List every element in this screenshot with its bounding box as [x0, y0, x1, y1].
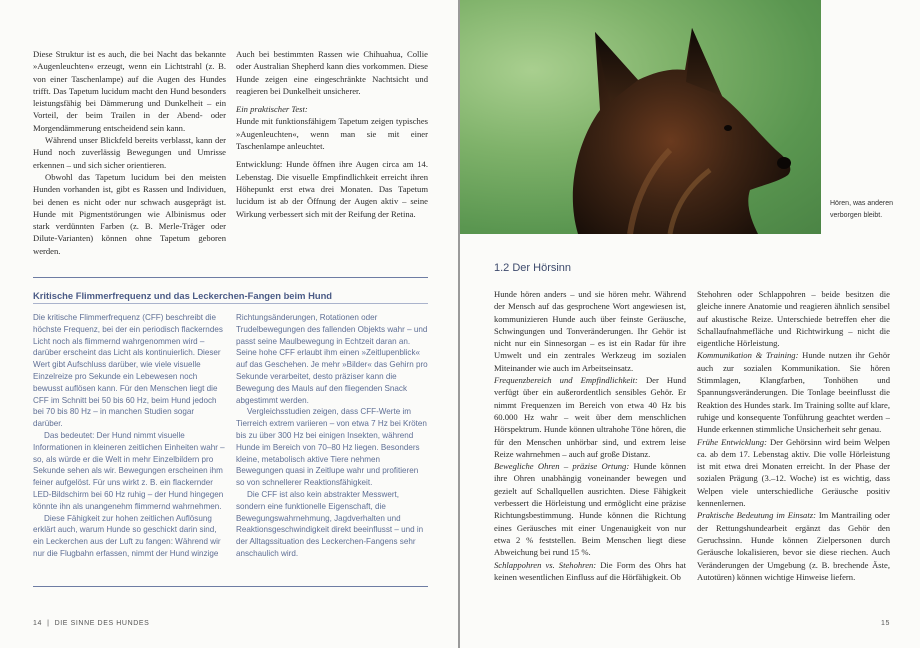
freq-label: Frequenzbereich und Empfindlichkeit: [494, 375, 638, 386]
page-footer-left: 14 | DIE SINNE DES HUNDES [33, 620, 150, 627]
paragraph: Richtungsänderungen, Rotationen oder Trudelbewegungen des fallenden Objekts wahr – und passt seine Maulbewegung in Echtzeit daran an. Seine hohe CFF erlaubt ihm einen »Zeitlupenblick« auf das Geschehen. Je mehr »Bilder« das Gehirn pro Sekunde verarbeitet, desto präziser kann die Bewegung des Mauls auf den fliegenden Snack abgestimmt werden. [236, 313, 428, 405]
page-footer-right: 15 [881, 620, 890, 627]
paragraph: Stehohren oder Schlappohren – beide besitzen die gleiche innere Anatomie und reagieren ähnlich sensibel auf akustische Reize. Unterschiede betreffen eher die Schallaufnahmefläche und Richtwirkung – nicht die eigentliche Hörleistung. [697, 289, 890, 349]
left-page [0, 0, 458, 648]
comm-text: Hunde nutzen ihr Gehör auch zur sozialen Kommunikation. Sie hören Stimmlagen, Klangfarben, Tonhöhen und Spannungsveränderungen. Die Tonlage beeinflusst die Reaktion des Hundes stark. Im Training sollte auf klare, ruhige und konsequente Tonführung geachtet werden – Hunde erkennen stimmliche Unsicherheit sehr genau. [697, 350, 890, 435]
paragraph: Entwicklung: Hunde öffnen ihre Augen circa am 14. Lebenstag. Die visuelle Empfindlichkeit erreicht ihren Höhepunkt erst etwa drei Monaten. Das Tapetum lucidum ist ab der Öffnung der Augen aktiv – seine Wirkung verbessert sich mit der Reifung der Retina. [236, 159, 428, 219]
dev-label: Frühe Entwicklung: [697, 436, 767, 447]
paragraph: Hunde mit funktionsfähigem Tapetum zeigen typisches »Augenleuchten«, wenn man sie mit einer Taschenlampe anleuchtet. [236, 116, 428, 152]
right-text-column-2 [697, 288, 890, 608]
right-text-column-1 [494, 288, 686, 608]
paragraph: Diese Fähigkeit zur hohen zeitlichen Auflösung erklärt auch, warum Hunde so geschickt darin sind, ein Leckerchen aus der Luft zu fangen: Während wir nur die Flugbahn erfassen, nimmt der Hund winzige [33, 513, 221, 558]
paragraph: Vergleichsstudien zeigen, dass CFF-Werte im Tierreich extrem variieren – von etwa 7 Hz bei Kröten bis zu über 300 Hz bei einigen Insekten, während Hunde im Bereich von 70–80 Hz liegen. Besonders kleine, metabolisch aktive Tiere nehmen Bewegungen quasi in Zeitlupe wahr und profitieren so von schnellerer Reaktionsfähigkeit. [236, 407, 427, 488]
photo-caption: Hören, was anderen verborgen bleibt. [830, 200, 894, 219]
box-title: Kritische Flimmerfrequenz und das Leckerchen-Fangen beim Hund [33, 290, 333, 301]
dog-head-photo [460, 0, 821, 234]
box-text-column-1 [33, 312, 225, 582]
test-label: Ein praktischer Test: [236, 104, 308, 115]
box-bottom-rule [33, 586, 428, 587]
paragraph: Auch bei bestimmten Rassen wie Chihuahua, Collie oder Australian Shepherd kann dies vorkommen. Diese Hunde zeigen eine eingeschränkte Nachtsicht und reagieren bei Dunkelheit unsicherer. [236, 49, 428, 96]
ears-text: Hunde können ihre Ohren unabhängig voneinander bewegen und gezielt auf Schallquellen ausrichten. Diese Fähigkeit verbessert die Hörleistung und ermöglicht eine präzise Richtungsbestimmung. Hunde können die Richtung eines Geräusches mit einer Ungenauigkeit von nur etwa 2 % feststellen. Beim Menschen liegt diese Abweichung bei rund 15 %. [494, 461, 686, 558]
section-title: 1.2 Der Hörsinn [494, 262, 572, 274]
paragraph: Diese Struktur ist es auch, die bei Nacht das bekannte »Augenleuchten« erzeugt, wenn ein Lichtstrahl (z. B. von einer Taschenlampe) auf die Augen des Hundes trifft. Das Tapetum lucidum macht den Hund besonders leistungsfähig bei Dämmerung und Dunkelheit – ein Vorteil, der beim Trailen in der Abend- oder Morgendämmerung entscheidend sein kann. [33, 49, 226, 133]
paragraph: Hunde hören anders – und sie hören mehr. Während der Mensch auf das gesprochene Wort angewiesen ist, kommunizieren Hunde auch über feinste Geräusche, Schwingungen und Tonveränderungen. Ihr Gehör ist nicht nur ein Sinnesorgan – es ist ein Radar für ihre Umwelt und ein zentrales Werkzeug im sozialen Miteinander wie auch im Arbeitseinsatz. [494, 289, 686, 373]
paragraph: Die CFF ist also kein abstrakter Messwert, sondern eine funktionelle Eigenschaft, die Bewegungswahrnehmung, Jagdverhalten und Reaktionsgeschwindigkeit direkt beeinflusst – und in der Alltagssituation des Leckerchen-Fangens sehr anschaulich wird. [236, 489, 424, 558]
paragraph: Die kritische Flimmerfrequenz (CFF) beschreibt die höchste Frequenz, bei der ein periodisch flackerndes Licht noch als flimmernd wahrgenommen wird – darüber erscheint das Licht als kontinuierlich. Dieser Wert gibt Aufschluss darüber, wie viele visuelle Einzelreize pro Sekunde ein Lebewesen noch bewusst auflösen kann. Für den Menschen liegt die CFF im Schnitt bei 50 bis 60 Hz, beim Hund jedoch bei 70 bis 80 Hz – in manchen Studien sogar darüber. [33, 313, 223, 429]
dev-text: Der Gehörsinn wird beim Welpen ca. ab dem 17. Lebenstag aktiv. Die volle Hörleistung ist mit etwa drei Monaten erreicht. In der Phase der sozialen Prägung (3.–12. Woche) ist es wichtig, dass Welpen viele unterschiedliche Geräusche positiv kennenlernen. [697, 436, 890, 509]
box-title-rule [33, 303, 428, 304]
flap-text: Die Form des Ohrs hat keinen wesentlichen Einfluss auf die Hörfähigkeit. Ob [494, 559, 686, 582]
box-text-column-2 [236, 312, 428, 582]
ears-label: Bewegliche Ohren – präzise Ortung: [494, 461, 630, 472]
paragraph: Das bedeutet: Der Hund nimmt visuelle Informationen in kleineren zeitlichen Einheiten wahr – so, als würde er die Welt in mehr Einzelbildern pro Sekunde sehen als wir. Bewegungen erscheinen ihm feiner aufgelöst. Für uns wirkt z. B. ein flackernder LED-Bildschirm bei 60 Hz ruhig – der Hund hingegen könnte ihn als unangenehm flimmernd wahrnehmen. [33, 430, 225, 511]
right-page [460, 0, 920, 648]
prac-label: Praktische Bedeutung im Einsatz: [697, 510, 816, 521]
paragraph: Obwohl das Tapetum lucidum bei den meisten Hunden vorhanden ist, gibt es Rassen und Individuen, bei denen es nicht oder nur schwach ausgeprägt ist. Hunde mit Pigmentstörungen wie Albinismus oder stark verdünnten Farben (z. B. Merle-Träger oder Dilute-Varianten) können ohne Tapetum geboren werden. [33, 171, 226, 256]
flap-label: Schlappohren vs. Stehohren: [494, 559, 597, 570]
prac-text: Im Mantrailing oder der Rettungshundearbeit ergänzt das Gehör den Geruchssinn. Hunde können Zielpersonen durch Geräusche lokalisieren, bevor sie diese riechen. Auch Veränderungen der Umgebung (z. B. brechende Äste, Autotüren) können wichtige Hinweise liefern. [697, 510, 890, 582]
freq-text: Der Hund verfügt über ein außerordentlich sensibles Gehör. Er nimmt Frequenzen im Bereich von etwa 40 Hz bis 60.000 Hz wahr – weit über dem menschlichen Hörspektrum. Hunde können ultrahohe Töne hören, die für den Menschen unhörbar sind, und extrem leise Reize wahrnehmen – auch auf große Distanz. [494, 375, 686, 459]
left-text-column-1 [33, 48, 226, 260]
comm-label: Kommunikation & Training: [697, 350, 799, 361]
left-text-column-2 [236, 48, 428, 260]
dog-head-icon [460, 0, 821, 234]
paragraph: Während unser Blickfeld bereits verblasst, kann der Hund noch zuverlässig Bewegungen und Umrisse erkennen – und sich sicher orientieren. [33, 135, 226, 170]
box-top-rule [33, 277, 428, 278]
